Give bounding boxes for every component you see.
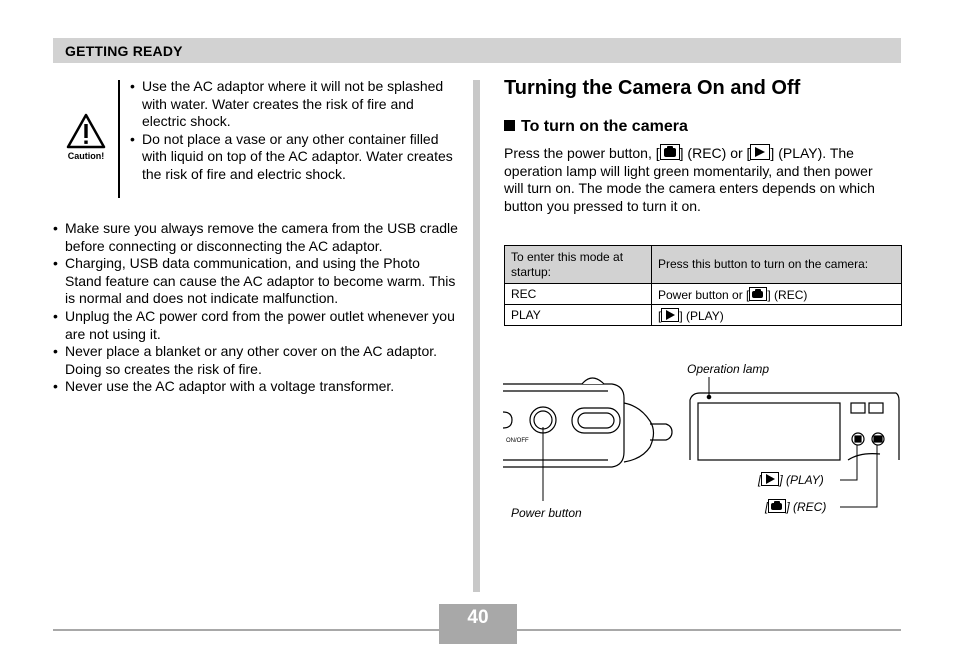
camera-back-view <box>690 393 899 460</box>
play-button-label <box>758 472 824 487</box>
page-number: 40 <box>467 607 489 628</box>
note-item: • Make sure you always remove the camera from the USB cradle before connecting or disconnecting the AC adaptor. <box>53 220 458 255</box>
caution-label: Caution! <box>67 151 105 161</box>
note-item: • Charging, USB data communication, and using the Photo Stand feature can cause the AC adaptor to become warm. This is normal and does not indicate malfunction. <box>53 255 458 308</box>
table-header-cell: Press this button to turn on the camera: <box>652 246 902 284</box>
note-item: • Never place a blanket or any other cover on the AC adaptor. Doing so creates the risk of fire. <box>53 343 458 378</box>
section-title: Turning the Camera On and Off <box>504 77 801 99</box>
label-text: [ <box>758 473 762 487</box>
caution-item: • Use the AC adaptor where it will not be splashed with water. Water creates the risk of fire and electric shock. <box>130 78 460 131</box>
caution-item: • Do not place a vase or any other container filled with liquid on top of the AC adaptor. Water creates the risk of fire and electric shock. <box>130 131 460 184</box>
cell-text: ] (REC) <box>767 287 808 302</box>
table-cell-mode: PLAY <box>505 305 652 326</box>
label-text: [ <box>765 500 769 514</box>
cell-text: Power button or [ <box>658 287 750 302</box>
on-off-label: ON/OFF <box>506 438 529 444</box>
cell-text: ] (PLAY) <box>679 308 724 323</box>
table-header-cell: To enter this mode at startup: <box>505 246 652 284</box>
subsection-title-text: To turn on the camera <box>521 118 688 135</box>
table-cell-mode: REC <box>505 284 652 305</box>
note-item: • Unplug the AC power cord from the power outlet whenever you are not using it. <box>53 308 458 343</box>
rec-camera-icon <box>768 499 786 513</box>
section-header-title: GETTING READY <box>65 43 183 59</box>
camera-top-view <box>503 378 672 467</box>
note-item: • Never use the AC adaptor with a voltage transformer. <box>53 378 458 396</box>
power-button-label: Power button <box>511 506 582 520</box>
page-number-box <box>439 604 517 630</box>
label-text: ] (REC) <box>786 500 827 514</box>
para-text: Press the power button, [ <box>504 145 660 161</box>
operation-lamp-label: Operation lamp <box>687 362 770 376</box>
rec-button-label <box>765 499 826 514</box>
cell-text: [ <box>658 308 662 323</box>
label-text: ] (PLAY) <box>779 473 824 487</box>
para-text: ] (PLAY). The operation lamp will light green momentarily, and then power will turn on. The mode the camera enters depends on which button you pressed to turn it on. <box>504 145 875 214</box>
footer-tab <box>439 631 517 644</box>
play-icon <box>761 472 779 486</box>
para-text: ] (REC) or [ <box>679 145 751 161</box>
